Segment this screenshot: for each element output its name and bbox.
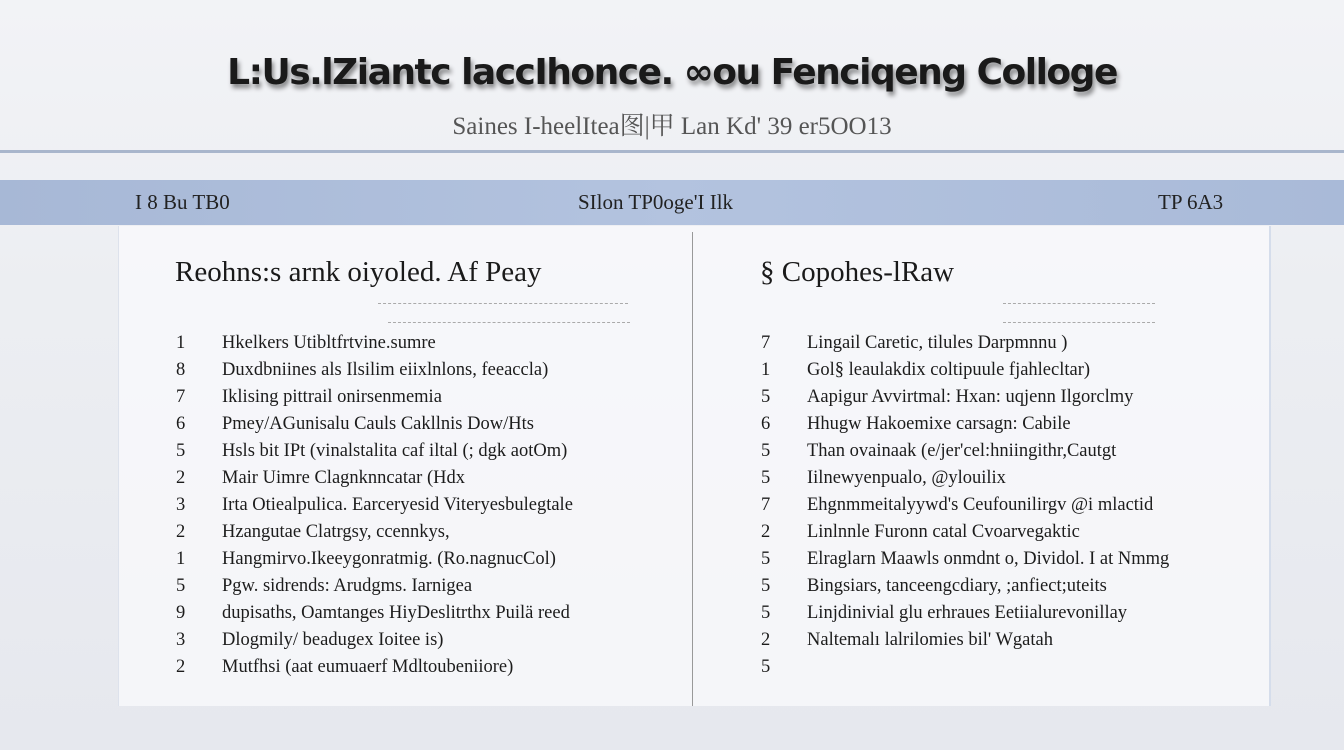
list-item xyxy=(176,357,676,384)
list-item xyxy=(761,330,1261,357)
item-number: 5 xyxy=(761,549,771,569)
list-item xyxy=(176,519,676,546)
item-text: Hangmirvo.Ikeeygonratmig. (Ro.nagnucCol) xyxy=(222,549,556,569)
column-divider xyxy=(692,232,693,706)
list-item xyxy=(761,357,1261,384)
item-number: 5 xyxy=(761,603,771,623)
page-subtitle: Saines I-heelItea图|甲 Lan Kd' 39 er5OO13 xyxy=(452,113,892,140)
item-number: 2 xyxy=(761,522,771,542)
page-title: L:Us.lZiantc laccIhonce. ∞ou Fenciqeng Collоge xyxy=(227,52,1117,93)
header-divider xyxy=(0,150,1344,153)
item-text: Hsls bit IPt (vinalstalita caf iltal (; dgk aotOm) xyxy=(222,441,568,461)
item-number: 5 xyxy=(761,387,771,407)
left-list xyxy=(176,330,676,681)
item-number: 3 xyxy=(176,630,186,650)
item-text: Linjdinivial glu erhraues Eetiialurevonillay xyxy=(807,603,1128,623)
list-item xyxy=(176,546,676,573)
list-item xyxy=(761,546,1261,573)
item-number: 2 xyxy=(176,657,186,677)
item-number: 5 xyxy=(761,441,771,461)
list-item xyxy=(176,600,676,627)
item-text: Dlogmily/ beadugex Ioitee is) xyxy=(222,630,444,650)
item-number: 1 xyxy=(761,360,771,380)
item-number: 6 xyxy=(176,414,186,434)
item-text: Duxdbniines als Ilsilim eiixlnlons, feeaccla) xyxy=(222,360,549,380)
left-column-title: Reohns:s arnk oiyoled. Af Peay xyxy=(175,256,542,288)
item-number: 1 xyxy=(176,333,186,353)
item-text: Ehgnmmeitalyywd's Ceufounilirgv @i mlactid xyxy=(807,495,1154,515)
item-text: Naltemalı lalrilomies bil' Wgatah xyxy=(807,630,1053,650)
item-text: Bingsiars, tanceengcdiary, ;anfiect;uteits xyxy=(807,576,1107,596)
item-text: Elraglarn Maawls onmdnt o, Dividol. I at Nmmg xyxy=(807,549,1170,569)
item-text: Mutfhsi (aat eumuaerf Mdltoubeniiore) xyxy=(222,657,514,677)
item-number: 7 xyxy=(176,387,186,407)
item-text: dupisaths, Oamtanges HiyDeslitrthx Puilä reed xyxy=(222,603,570,623)
list-item xyxy=(176,492,676,519)
item-number: 2 xyxy=(761,630,771,650)
list-item xyxy=(761,627,1261,654)
item-number: 9 xyxy=(176,603,186,623)
list-item xyxy=(176,465,676,492)
band-left-text: I 8 Bu TB0 xyxy=(135,190,230,214)
left-dash-line xyxy=(378,303,628,304)
info-band xyxy=(0,180,1344,225)
right-list xyxy=(761,330,1261,681)
item-number: 8 xyxy=(176,360,186,380)
list-item xyxy=(761,384,1261,411)
list-item xyxy=(761,519,1261,546)
item-text: Gol§ leaulakdix coltipuule fjahlecltar) xyxy=(807,360,1091,380)
item-number: 5 xyxy=(761,468,771,488)
item-number: 7 xyxy=(761,495,771,515)
item-number: 7 xyxy=(761,333,771,353)
item-text: Hkelkers Utibltfrtvine.sumre xyxy=(222,333,436,353)
right-dash-line xyxy=(1003,303,1155,304)
list-item xyxy=(176,654,676,681)
item-number: 3 xyxy=(176,495,186,515)
item-text: Pgw. sidrends: Arudgms. Iarnigea xyxy=(222,576,473,596)
item-number: 5 xyxy=(761,657,771,677)
right-dash-line xyxy=(1003,322,1155,323)
item-text: Than ovainaak (e/jer'cel:hniingithr,Cautgt xyxy=(807,441,1117,461)
item-number: 5 xyxy=(761,576,771,596)
item-text: Pmey/AGunisalu Cauls Cakllnis Dow/Hts xyxy=(222,414,534,434)
list-item xyxy=(176,438,676,465)
item-text: Irta Otiealpulica. Earceryesid Viteryesbulegtale xyxy=(222,495,573,515)
band-right-text: TP 6A3 xyxy=(1158,190,1224,214)
list-item xyxy=(176,411,676,438)
list-item xyxy=(761,411,1261,438)
item-text: Hzangutae Clatrgsy, ccennkys, xyxy=(222,522,450,542)
list-item xyxy=(761,573,1261,600)
list-item xyxy=(761,600,1261,627)
item-text: Lingail Caretic, tilules Darpmnnu ) xyxy=(807,333,1068,353)
list-item xyxy=(761,465,1261,492)
list-item xyxy=(176,384,676,411)
list-item xyxy=(176,573,676,600)
item-number: 6 xyxy=(761,414,771,434)
list-item xyxy=(176,627,676,654)
item-text: Mair Uimre Clagnknncatar (Hdx xyxy=(222,468,465,488)
item-number: 5 xyxy=(176,576,186,596)
list-item xyxy=(176,330,676,357)
list-item xyxy=(761,654,1261,681)
item-number: 1 xyxy=(176,549,186,569)
item-text: Linlnnle Furonn catal Cvoarvegaktic xyxy=(807,522,1080,542)
item-text: Aapigur Avvirtmal: Hxan: uqjenn Ilgorclmy xyxy=(807,387,1134,407)
item-number: 2 xyxy=(176,522,186,542)
left-dash-line xyxy=(388,322,630,323)
list-item xyxy=(761,438,1261,465)
item-text: Iilnewyenpualo, @ylouilix xyxy=(807,468,1006,488)
item-number: 5 xyxy=(176,441,186,461)
band-center-text: SIlon TP0oge'I Ilk xyxy=(578,190,734,214)
list-item xyxy=(761,492,1261,519)
item-number: 2 xyxy=(176,468,186,488)
item-text: Iklising pittrail onirsenmemia xyxy=(222,387,442,407)
item-text: Hhugw Hakoemixe carsagn: Cabile xyxy=(807,414,1071,434)
right-column-title: § Copohes-lRaw xyxy=(760,256,955,288)
